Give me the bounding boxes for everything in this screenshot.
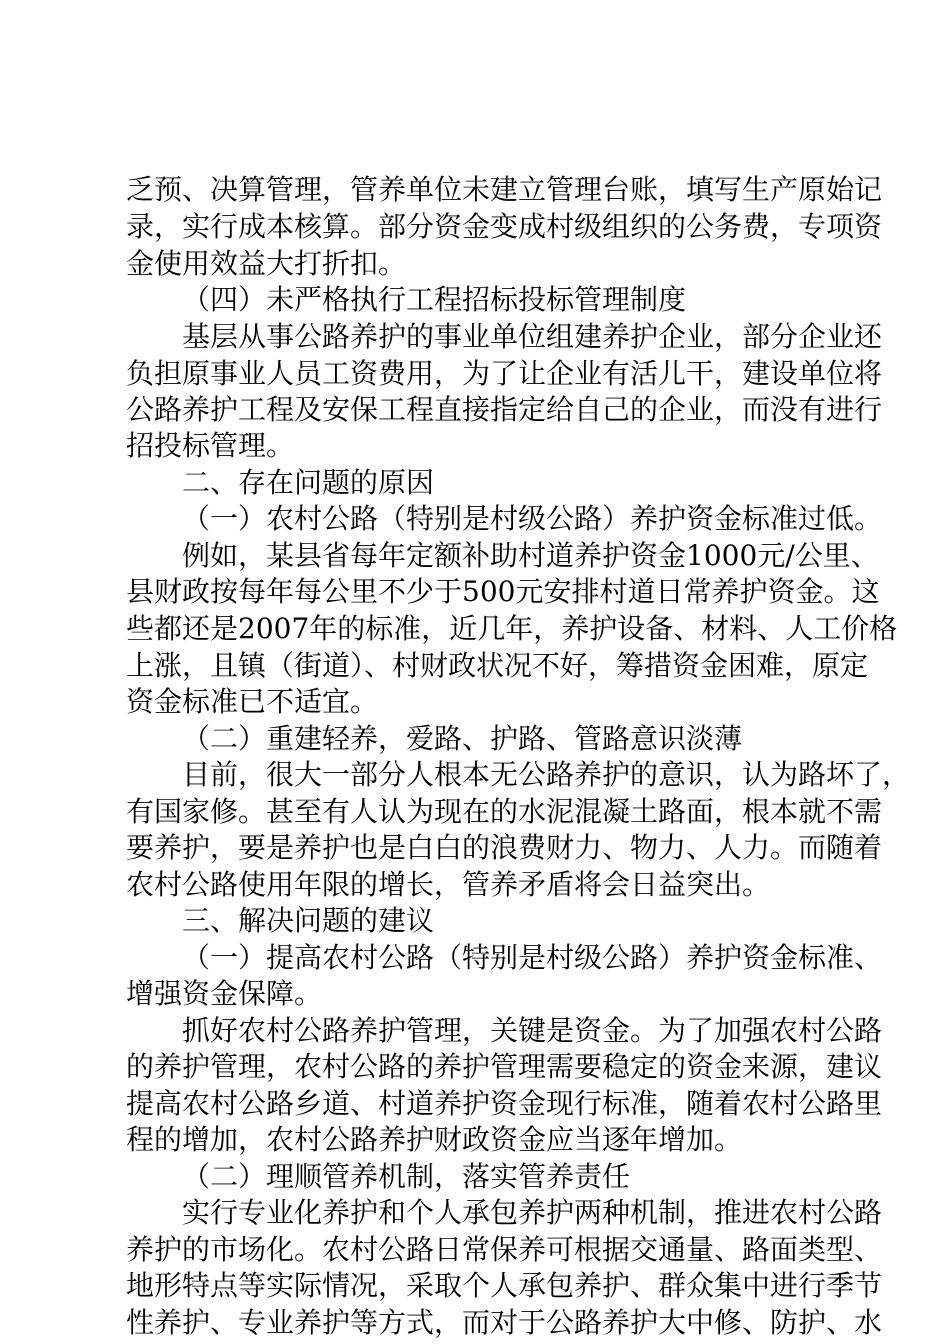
- body-text-line: 有国家修。甚至有人认为现在的水泥混凝土路面，根本就不需: [126, 795, 883, 828]
- section-heading: 三、解决问题的建议: [182, 904, 435, 937]
- body-text-line: 录，实行成本核算。部分资金变成村级组织的公务费，专项资: [126, 210, 883, 243]
- body-text-line: 农村公路使用年限的增长，管养矛盾将会日益突出。: [126, 868, 771, 901]
- body-text-line: 抓好农村公路养护管理，关键是资金。为了加强农村公路: [182, 1014, 883, 1047]
- body-text-line: 增强资金保障。: [126, 977, 323, 1010]
- body-text-line: 金使用效益大打折扣。: [126, 247, 407, 280]
- body-text-line: 地形特点等实际情况，采取个人承包养护、群众集中进行季节: [126, 1269, 883, 1302]
- section-heading: （二）重建轻养，爱路、护路、管路意识淡薄: [182, 722, 743, 755]
- body-text-line: 性养护、专业养护等方式，而对于公路养护大中修、防护、水: [126, 1306, 883, 1339]
- body-text-line: 县财政按每年每公里不少于500元安排村道日常养护资金。这: [126, 575, 880, 608]
- section-heading: （一）农村公路（特别是村级公路）养护资金标准过低。: [182, 502, 883, 535]
- body-text-line: 负担原事业人员工资费用，为了让企业有活儿干，建设单位将: [126, 357, 883, 390]
- body-text-line: 提高农村公路乡道、村道养护资金现行标准，随着农村公路里: [126, 1087, 883, 1120]
- body-text-line: 目前，很大一部分人根本无公路养护的意识，认为路坏了，: [182, 758, 911, 791]
- body-text-line: 实行专业化养护和个人承包养护两种机制，推进农村公路: [182, 1196, 883, 1229]
- body-text-line: 的养护管理，农村公路的养护管理需要稳定的资金来源，建议: [126, 1050, 883, 1083]
- body-text-line: 招投标管理。: [126, 429, 295, 462]
- body-text-line: 乏预、决算管理，管养单位未建立管理台账，填写生产原始记: [126, 173, 883, 206]
- section-heading: 二、存在问题的原因: [182, 466, 435, 499]
- body-text-line: 要养护，要是养护也是白白的浪费财力、物力、人力。而随着: [126, 831, 883, 864]
- body-text-line: 例如，某县省每年定额补助村道养护资金1000元/公里、: [182, 539, 879, 572]
- section-heading: （四）未严格执行工程招标投标管理制度: [182, 283, 687, 316]
- body-text-line: 公路养护工程及安保工程直接指定给自己的企业，而没有进行: [126, 393, 883, 426]
- body-text-line: 基层从事公路养护的事业单位组建养护企业，部分企业还: [182, 320, 883, 353]
- body-text-line: 上涨，且镇（街道）、村财政状况不好，筹措资金困难，原定: [126, 649, 869, 682]
- body-text-line: 程的增加，农村公路养护财政资金应当逐年增加。: [126, 1123, 743, 1156]
- body-text-line: 资金标准已不适宜。: [126, 685, 379, 718]
- section-heading: （二）理顺管养机制，落实管养责任: [182, 1160, 631, 1193]
- body-text-line: 些都还是2007年的标准，近几年，养护设备、材料、人工价格: [126, 612, 898, 645]
- body-text-line: 养护的市场化。农村公路日常保养可根据交通量、路面类型、: [126, 1233, 883, 1266]
- section-heading: （一）提高农村公路（特别是村级公路）养护资金标准、: [182, 941, 883, 974]
